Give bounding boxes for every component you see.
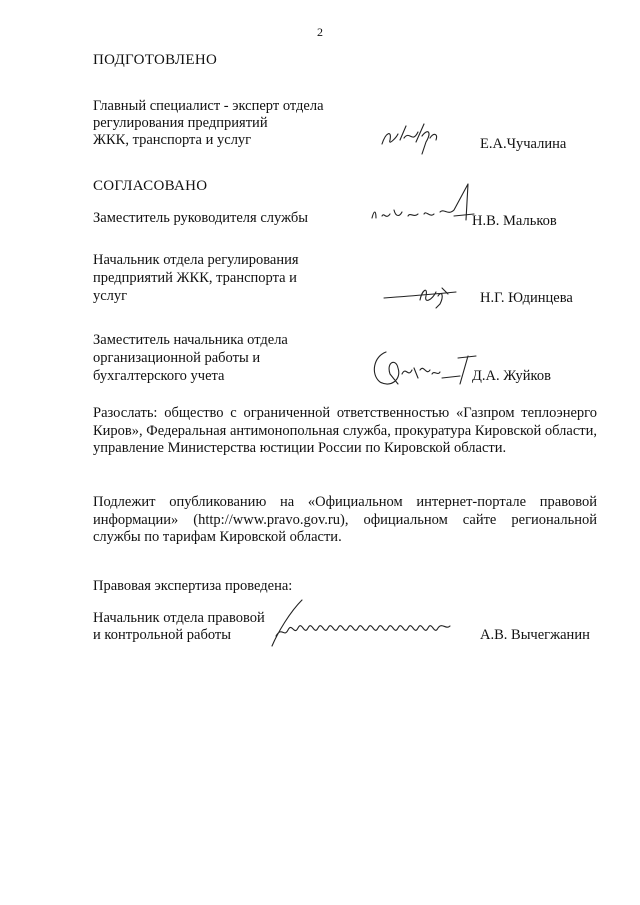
- signer-position-line: услуг: [93, 288, 128, 304]
- signature-vychegzhanin: [262, 596, 462, 652]
- agreed-heading: СОГЛАСОВАНО: [93, 178, 208, 194]
- signer-position-line: бухгалтерского учета: [93, 368, 225, 384]
- legal-name: А.В. Вычегжанин: [480, 627, 590, 643]
- signature-malkov: [368, 180, 480, 230]
- legal-review-statement: Правовая экспертиза проведена:: [93, 578, 293, 594]
- prepared-name: Е.А.Чучалина: [480, 136, 567, 152]
- prepared-position-line: регулирования предприятий: [93, 115, 268, 131]
- distribution-text: Разослать: общество с ограниченной ответственностью «Газпром теплоэнерго Киров», Федеральная антимонопольная служба, прокуратура Кировской области, управление Министерства юстиции России по Кировской области.: [93, 405, 597, 456]
- legal-position-line: и контрольной работы: [93, 627, 231, 643]
- signer-position-line: Начальник отдела регулирования: [93, 252, 299, 268]
- signer-position-line: Заместитель начальника отдела: [93, 332, 288, 348]
- page-number: 2: [317, 25, 323, 39]
- prepared-position-line: Главный специалист - эксперт отдела: [93, 98, 324, 114]
- signer-name: Н.В. Мальков: [472, 213, 557, 229]
- signer-position-line: предприятий ЖКК, транспорта и: [93, 270, 297, 286]
- signature-chuchalina: [378, 118, 448, 160]
- signer-name: Д.А. Жуйков: [472, 368, 551, 384]
- prepared-heading: ПОДГОТОВЛЕНО: [93, 52, 218, 68]
- signature-yudintseva: [380, 276, 460, 310]
- signer-position-line: Заместитель руководителя службы: [93, 210, 309, 226]
- prepared-position-line: ЖКК, транспорта и услуг: [93, 132, 252, 148]
- publication-text: Подлежит опубликованию на «Официальном интернет-портале правовой информации» (http://www.pravo.gov.ru), официальном сайте региональной службы по тарифам Кировской области.: [93, 494, 597, 545]
- legal-position-line: Начальник отдела правовой: [93, 610, 265, 626]
- signature-zhuykov: [368, 344, 480, 390]
- signer-name: Н.Г. Юдинцева: [480, 290, 573, 306]
- signer-position-line: организационной работы и: [93, 350, 261, 366]
